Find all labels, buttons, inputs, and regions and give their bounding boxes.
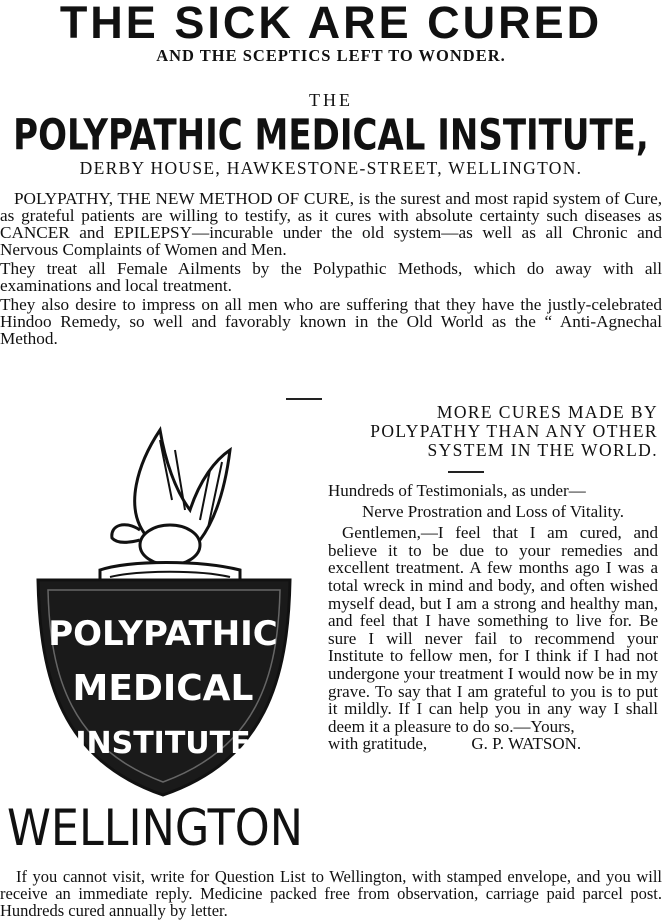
right-divider-rule [448,471,484,473]
intro-paragraph-1: POLYPATHY, THE NEW METHOD OF CURE, is the surest and most rapid system of Cure, as grateful patients are willing to testify, as it cures with absolute certainty such diseases as CANCER and EPILEPSY—incurable under the old system—as well as all Chronic and Nervous Complaints of Women and Men. [0,189,662,259]
letter-body: Gentlemen,—I feel that I am cured, and believe it to be due to your remedies and excellent treatment. A few months ago I was a total wreck in mind and body, and often wished myself dead, but I am a strong and healthy man, and feel that I have something to live for. Be sure I will never fail to recommend your Institute to fellow men, for I think if I had not undergone your treatment I would now be in my grave. To say that I am grateful to you is to put it mildly. If I can help you in any way I shall deem it a pleasure to do so.—Yours, [328,523,658,736]
emblem [0,420,326,860]
condition: Nerve Prostration and Loss of Vitality. [362,501,624,521]
emblem-city: WELLINGTON [7,799,303,857]
emblem-line-3: INSTITUTE [75,726,251,761]
signature: G. P. WATSON. [471,734,582,754]
address: DERBY HOUSE, HAWKESTONE-STREET, WELLINGTON. [79,158,583,178]
emblem-line-2: MEDICAL [72,668,254,709]
headline: THE SICK ARE CURED [59,0,603,48]
closing: with gratitude, [328,734,428,754]
testimonials-intro: Hundreds of Testimonials, as under— [328,481,586,500]
right-column [328,403,658,753]
letter-closing [328,735,658,753]
pre-title: THE [309,90,353,110]
pelican-crest-icon [0,420,326,860]
divider-rule [286,398,322,400]
testimonial-letter [328,524,658,753]
subheadline: AND THE SCEPTICS LEFT TO WONDER. [156,46,506,65]
right-heading: MORE CURES MADE BY POLYPATHY THAN ANY OTHER SYSTEM IN THE WORLD. [370,402,658,460]
emblem-line-1: POLYPATHIC [48,614,278,654]
institute-name: POLYPATHIC MEDICAL INSTITUTE, [13,110,649,161]
intro-paragraph-2: They treat all Female Ailments by the Polypathic Methods, which do away with all examinations and local treatment. [0,259,662,295]
intro-text [0,190,662,347]
intro-paragraph-3: They also desire to impress on all men who are suffering that they have the justly-celebrated Hindoo Remedy, so well and favorably known in the Old World as the “ Anti-Agnechal Method. [0,295,662,348]
footer: If you cannot visit, write for Question List to Wellington, with stamped envelope, and you will receive an immediate reply. Medicine packed free from observation, carriage paid parcel post. Hundreds cured annually by letter. [0,867,662,920]
